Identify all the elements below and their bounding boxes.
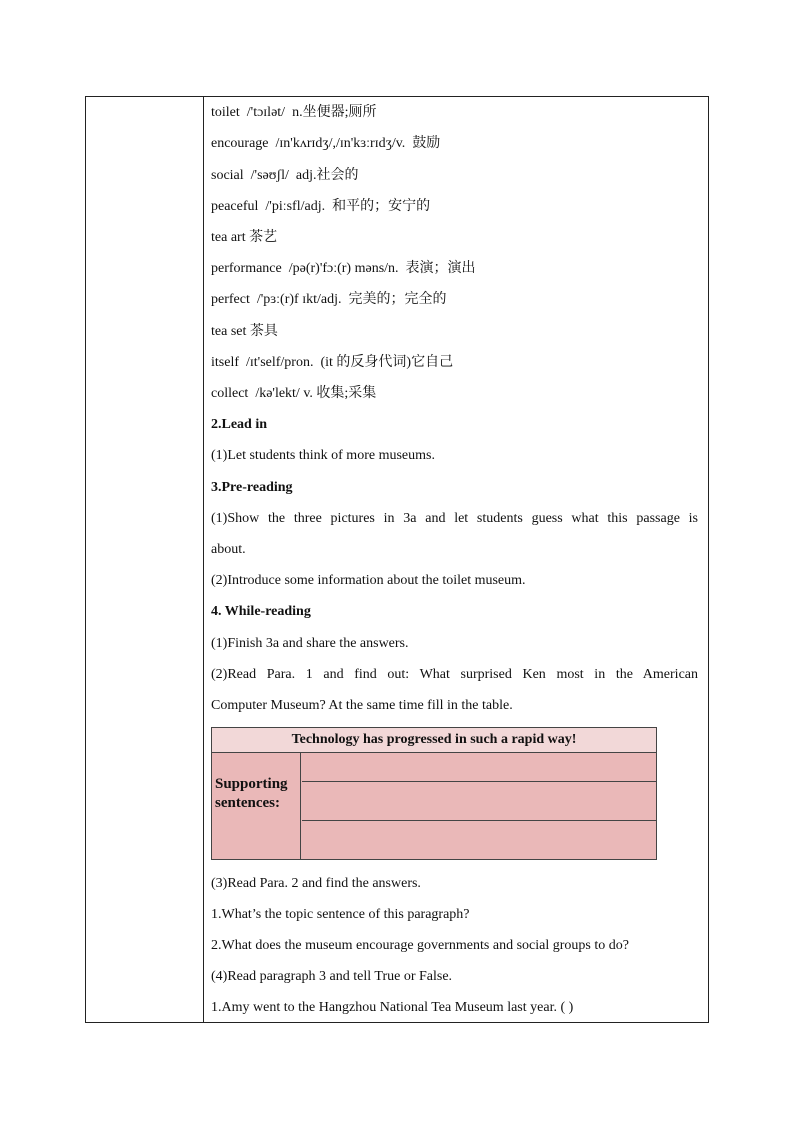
lesson-table [85, 96, 709, 1023]
vocab-item: collect /kə'lekt/ v. 收集;采集 [211, 386, 377, 401]
vocab-item: perfect /'pɜː(r)f ɪkt/adj. 完美的；完全的 [211, 292, 447, 307]
table-answer-cell[interactable] [302, 782, 656, 821]
table-title: Technology has progressed in such a rapid way! [212, 728, 656, 753]
pre-reading-item-cont: about. [211, 542, 246, 557]
question: 1.What’s the topic sentence of this paragraph? [211, 907, 470, 922]
section-heading-while-reading: 4. While-reading [211, 604, 311, 619]
while-reading-item: (1)Finish 3a and share the answers. [211, 636, 409, 651]
true-false-question: 1.Amy went to the Hangzhou National Tea Museum last year. ( ) [211, 1000, 574, 1015]
table-answer-cell[interactable] [302, 821, 656, 859]
while-reading-item: (2)Read Para. 1 and find out: What surprised Ken most in the American [211, 667, 698, 682]
table-row-label: Supporting sentences: [212, 753, 301, 859]
column-divider [203, 97, 204, 1022]
while-reading-item: (3)Read Para. 2 and find the answers. [211, 876, 421, 891]
pre-reading-item: (1)Show the three pictures in 3a and let students guess what this passage is [211, 511, 698, 526]
supporting-sentences-table [211, 727, 657, 860]
vocab-item: social /'səʊʃl/ adj.社会的 [211, 168, 359, 183]
while-reading-item-cont: Computer Museum? At the same time fill in the table. [211, 698, 513, 713]
vocab-item: tea set 茶具 [211, 324, 278, 339]
vocab-item: itself /ɪt'self/pron. (it 的反身代词)它自己 [211, 355, 454, 370]
vocab-item: encourage /ɪn'kʌrɪdʒ/,/ɪn'kɜːrɪdʒ/v. 鼓励 [211, 136, 441, 151]
vocab-item: performance /pə(r)'fɔː(r) məns/n. 表演；演出 [211, 261, 476, 276]
lead-in-item: (1)Let students think of more museums. [211, 448, 435, 463]
question: 2.What does the museum encourage governments and social groups to do? [211, 938, 629, 953]
section-heading-lead-in: 2.Lead in [211, 417, 268, 432]
while-reading-item: (4)Read paragraph 3 and tell True or False. [211, 969, 453, 984]
table-answer-cell[interactable] [302, 753, 656, 782]
vocab-item: peaceful /'piːsfl/adj. 和平的；安宁的 [211, 199, 431, 214]
section-heading-pre-reading: 3.Pre-reading [211, 480, 293, 495]
pre-reading-item: (2)Introduce some information about the toilet museum. [211, 573, 526, 588]
vocab-item: toilet /'tɔɪlət/ n.坐便器;厕所 [211, 105, 377, 120]
vocab-item: tea art 茶艺 [211, 230, 278, 245]
